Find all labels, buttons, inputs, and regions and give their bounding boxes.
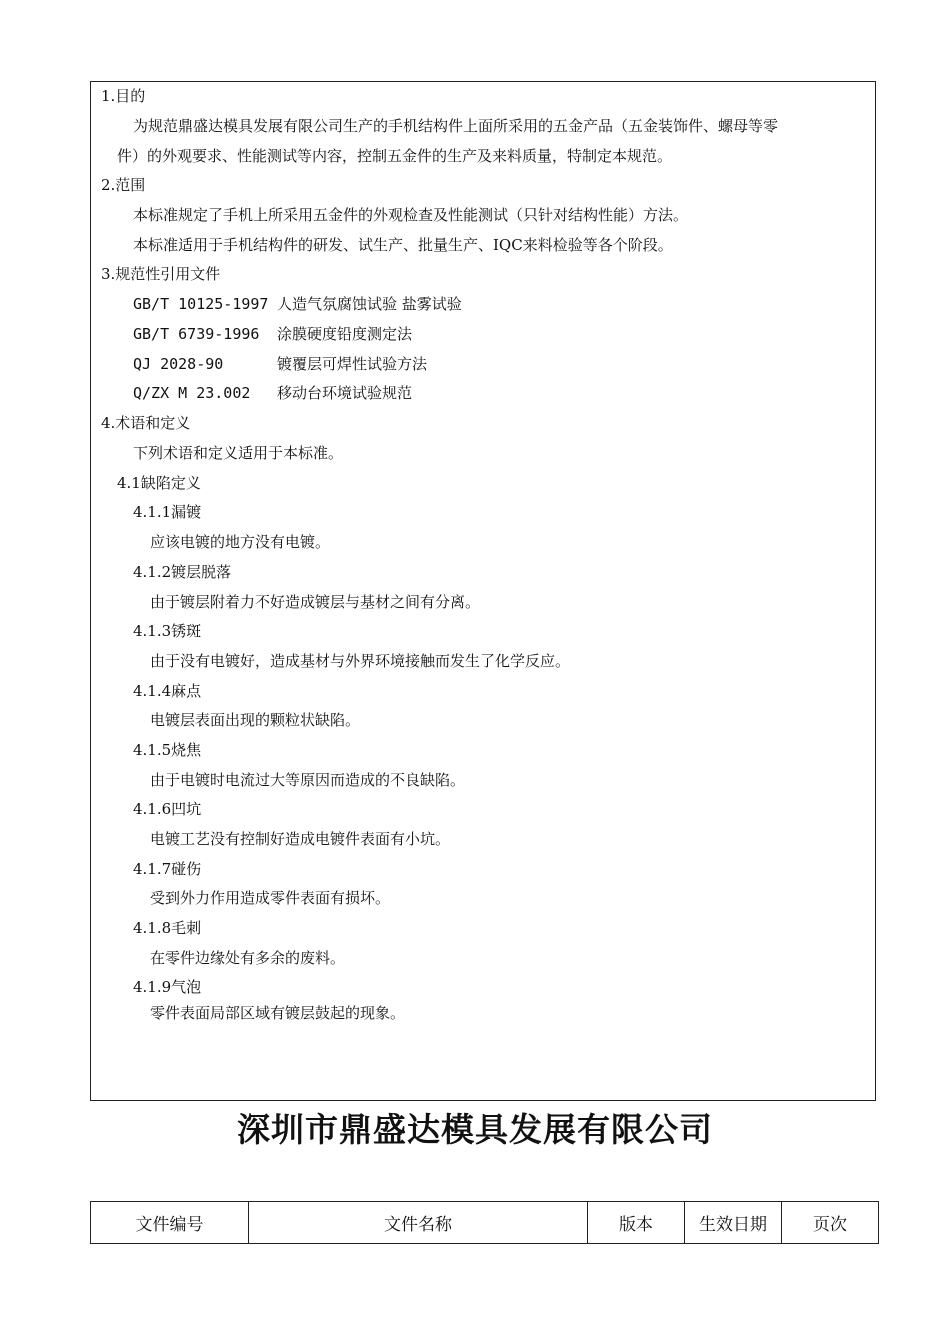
doc-name-header: 文件名称 (249, 1202, 588, 1244)
reference-code: GB/T 10125-1997 (133, 295, 269, 313)
effective-date-header: 生效日期 (685, 1202, 782, 1244)
section-4-1-heading: 4.1缺陷定义 (117, 474, 201, 492)
section-1-paragraph-line-2: 件）的外观要求、性能测试等内容，控制五金件的生产及来料质量，特制定本规范。 (117, 147, 673, 165)
section-4-heading: 4.术语和定义 (101, 414, 191, 432)
defect-term: 4.1.9气泡 (133, 978, 202, 996)
section-1-paragraph-line-1: 为规范鼎盛达模具发展有限公司生产的手机结构件上面所采用的五金产品（五金装饰件、螺母等零 (133, 117, 779, 135)
reference-name: 人造气氛腐蚀试验 盐雾试验 (277, 295, 462, 313)
doc-number-header: 文件编号 (91, 1202, 249, 1244)
defect-term: 4.1.6凹坑 (133, 800, 202, 818)
section-2-heading: 2.范围 (101, 176, 146, 194)
defect-definition: 受到外力作用造成零件表面有损坏。 (150, 889, 391, 907)
reference-code: GB/T 6739-1996 (133, 325, 260, 343)
reference-code: Q/ZX M 23.002 (133, 384, 251, 402)
defect-term: 4.1.2镀层脱落 (133, 563, 232, 581)
defect-definition: 由于镀层附着力不好造成镀层与基材之间有分离。 (150, 593, 481, 611)
page-number-header: 页次 (782, 1202, 879, 1244)
section-2-paragraph-1: 本标准规定了手机上所采用五金件的外观检查及性能测试（只针对结构性能）方法。 (133, 206, 689, 224)
reference-name: 涂膜硬度铅度测定法 (277, 325, 413, 343)
defect-definition: 应该电镀的地方没有电镀。 (150, 533, 331, 551)
reference-name: 移动台环境试验规范 (277, 384, 413, 402)
reference-code: QJ 2028-90 (133, 355, 224, 373)
defect-term: 4.1.8毛刺 (133, 919, 202, 937)
section-4-intro: 下列术语和定义适用于本标准。 (133, 444, 344, 462)
company-name-title: 深圳市鼎盛达模具发展有限公司 (237, 1110, 713, 1149)
section-3-heading: 3.规范性引用文件 (101, 265, 221, 283)
table-row (91, 1202, 879, 1244)
defect-term: 4.1.7碰伤 (133, 860, 202, 878)
document-info-table (90, 1201, 879, 1244)
defect-term: 4.1.5烧焦 (133, 741, 202, 759)
defect-definition: 由于电镀时电流过大等原因而造成的不良缺陷。 (150, 771, 466, 789)
defect-definition: 由于没有电镀好，造成基材与外界环境接触而发生了化学反应。 (150, 652, 571, 670)
section-1-heading: 1.目的 (101, 87, 146, 105)
defect-definition: 电镀工艺没有控制好造成电镀件表面有小坑。 (150, 830, 451, 848)
defect-definition: 在零件边缘处有多余的废料。 (150, 949, 346, 967)
defect-definition: 零件表面局部区域有镀层鼓起的现象。 (150, 1004, 406, 1022)
version-header: 版本 (588, 1202, 685, 1244)
reference-name: 镀覆层可焊性试验方法 (277, 355, 428, 373)
section-2-paragraph-2: 本标准适用于手机结构件的研发、试生产、批量生产、IQC来料检验等各个阶段。 (133, 236, 673, 254)
defect-term: 4.1.4麻点 (133, 682, 202, 700)
defect-definition: 电镀层表面出现的颗粒状缺陷。 (150, 711, 361, 729)
defect-term: 4.1.3锈斑 (133, 622, 202, 640)
defect-term: 4.1.1漏镀 (133, 503, 202, 521)
